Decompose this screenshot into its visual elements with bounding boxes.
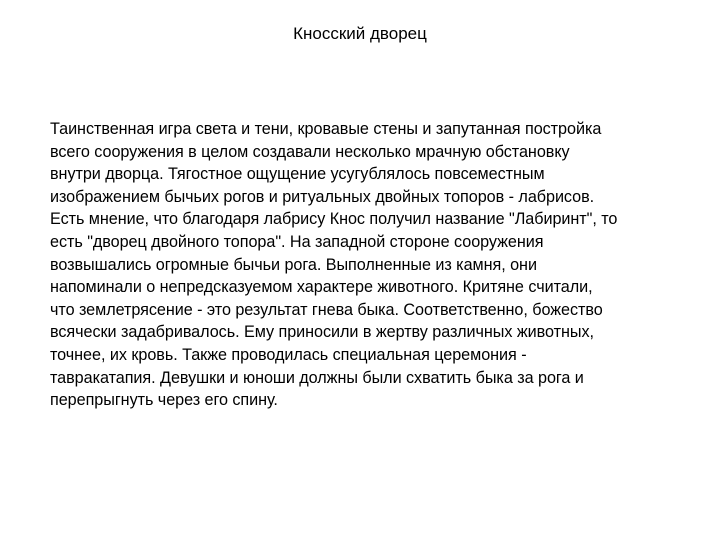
body-line: перепрыгнуть через его спину.	[50, 391, 278, 410]
body-line: всего сооружения в целом создавали несколько мрачную обстановку	[50, 142, 570, 161]
body-line: что землетрясение - это результат гнева быка. Соответственно, божество	[50, 300, 603, 319]
body-line: напоминали о непредсказуемом характере животного. Критяне считали,	[50, 278, 593, 297]
body-line: всячески задабривалось. Ему приносили в жертву различных животных,	[50, 323, 594, 342]
body-line: тавракатапия. Девушки и юноши должны были схватить быка за рога и	[50, 368, 584, 387]
body-line: точнее, их кровь. Также проводилась специальная церемония -	[50, 345, 527, 364]
body-line: Таинственная игра света и тени, кровавые стены и запутанная постройка	[50, 120, 602, 138]
slide-body-text	[50, 118, 690, 412]
body-line: возвышались огромные бычьи рога. Выполненные из камня, они	[50, 255, 537, 274]
body-line: Есть мнение, что благодаря лабрису Кнос получил название "Лабиринт", то	[50, 210, 618, 229]
body-line: внутри дворца. Тягостное ощущение усугублялось повсеместным	[50, 165, 545, 184]
body-line: есть "дворец двойного топора". На западной стороне сооружения	[50, 232, 544, 251]
body-line: изображением бычьих рогов и ритуальных двойных топоров - лабрисов.	[50, 187, 595, 206]
slide-title: Кносский дворец	[293, 24, 427, 43]
